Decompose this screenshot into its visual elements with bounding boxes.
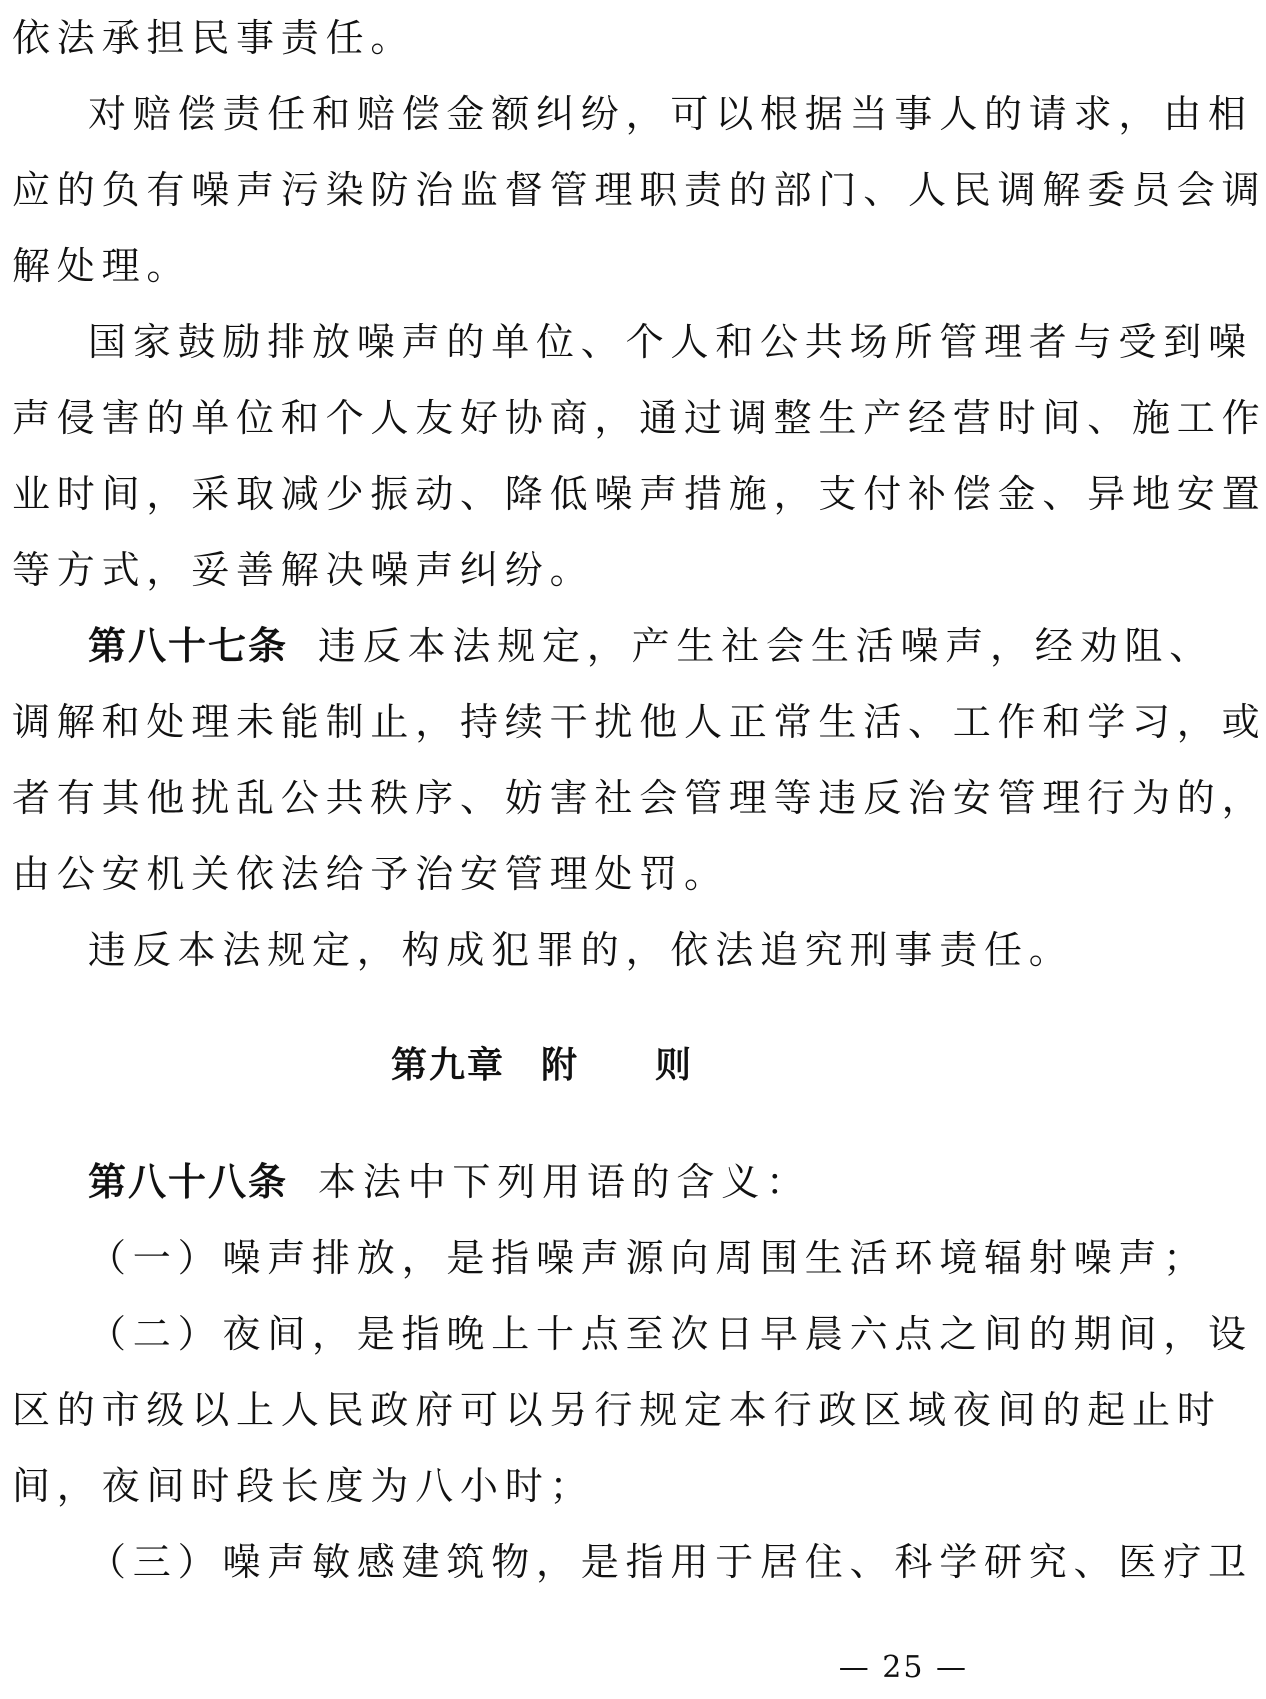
article-87-line: 由公安机关依法给予治安管理处罚。 [12,852,729,896]
article-88-item-2-line: 区的市级以上人民政府可以另行规定本行政区域夜间的起止时 [12,1388,1222,1432]
paragraph-line: 声侵害的单位和个人友好协商，通过调整生产经营时间、施工作 [12,396,1266,440]
paragraph-line: 业时间，采取减少振动、降低噪声措施，支付补偿金、异地安置 [12,472,1266,516]
article-88-item-2-line: （二）夜间，是指晚上十点至次日早晨六点之间的期间，设 [88,1312,1253,1356]
article-88-intro-line: 第八十八条 本法中下列用语的含义： [88,1160,811,1204]
article-87-line: 者有其他扰乱公共秩序、妨害社会管理等违反治安管理行为的， [12,776,1266,820]
article-88-number: 第八十八条 [88,1160,289,1204]
article-88-item-3: （三）噪声敏感建筑物，是指用于居住、科学研究、医疗卫 [88,1540,1253,1584]
article-87-line: 调解和处理未能制止，持续干扰他人正常生活、工作和学习，或 [12,700,1266,744]
paragraph-line: 应的负有噪声污染防治监督管理职责的部门、人民调解委员会调 [12,168,1266,212]
paragraph-line: 对赔偿责任和赔偿金额纠纷，可以根据当事人的请求，由相 [88,92,1253,136]
chapter-title-part2: 则 [655,1045,694,1086]
paragraph-continuation: 依法承担民事责任。 [12,16,416,60]
article-87-line: 第八十七条 违反本法规定，产生社会生活噪声，经劝阻、 [88,624,1215,668]
article-87-para2: 违反本法规定，构成犯罪的，依法追究刑事责任。 [88,928,1074,972]
article-87-number: 第八十七条 [88,624,289,668]
article-88-item-1: （一）噪声排放，是指噪声源向周围生活环境辐射噪声； [88,1236,1209,1280]
document-page [12,0,1266,1600]
chapter-title-part1: 附 [540,1045,579,1086]
chapter-heading [12,988,1072,1144]
page-number: — 25 — [838,1650,968,1685]
paragraph-line: 解处理。 [12,244,192,288]
paragraph-line: 等方式，妥善解决噪声纠纷。 [12,548,595,592]
chapter-ordinal: 第九章 [390,1045,505,1086]
paragraph-line: 国家鼓励排放噪声的单位、个人和公共场所管理者与受到噪 [88,320,1253,364]
article-88-item-2-line: 间，夜间时段长度为八小时； [12,1464,595,1508]
